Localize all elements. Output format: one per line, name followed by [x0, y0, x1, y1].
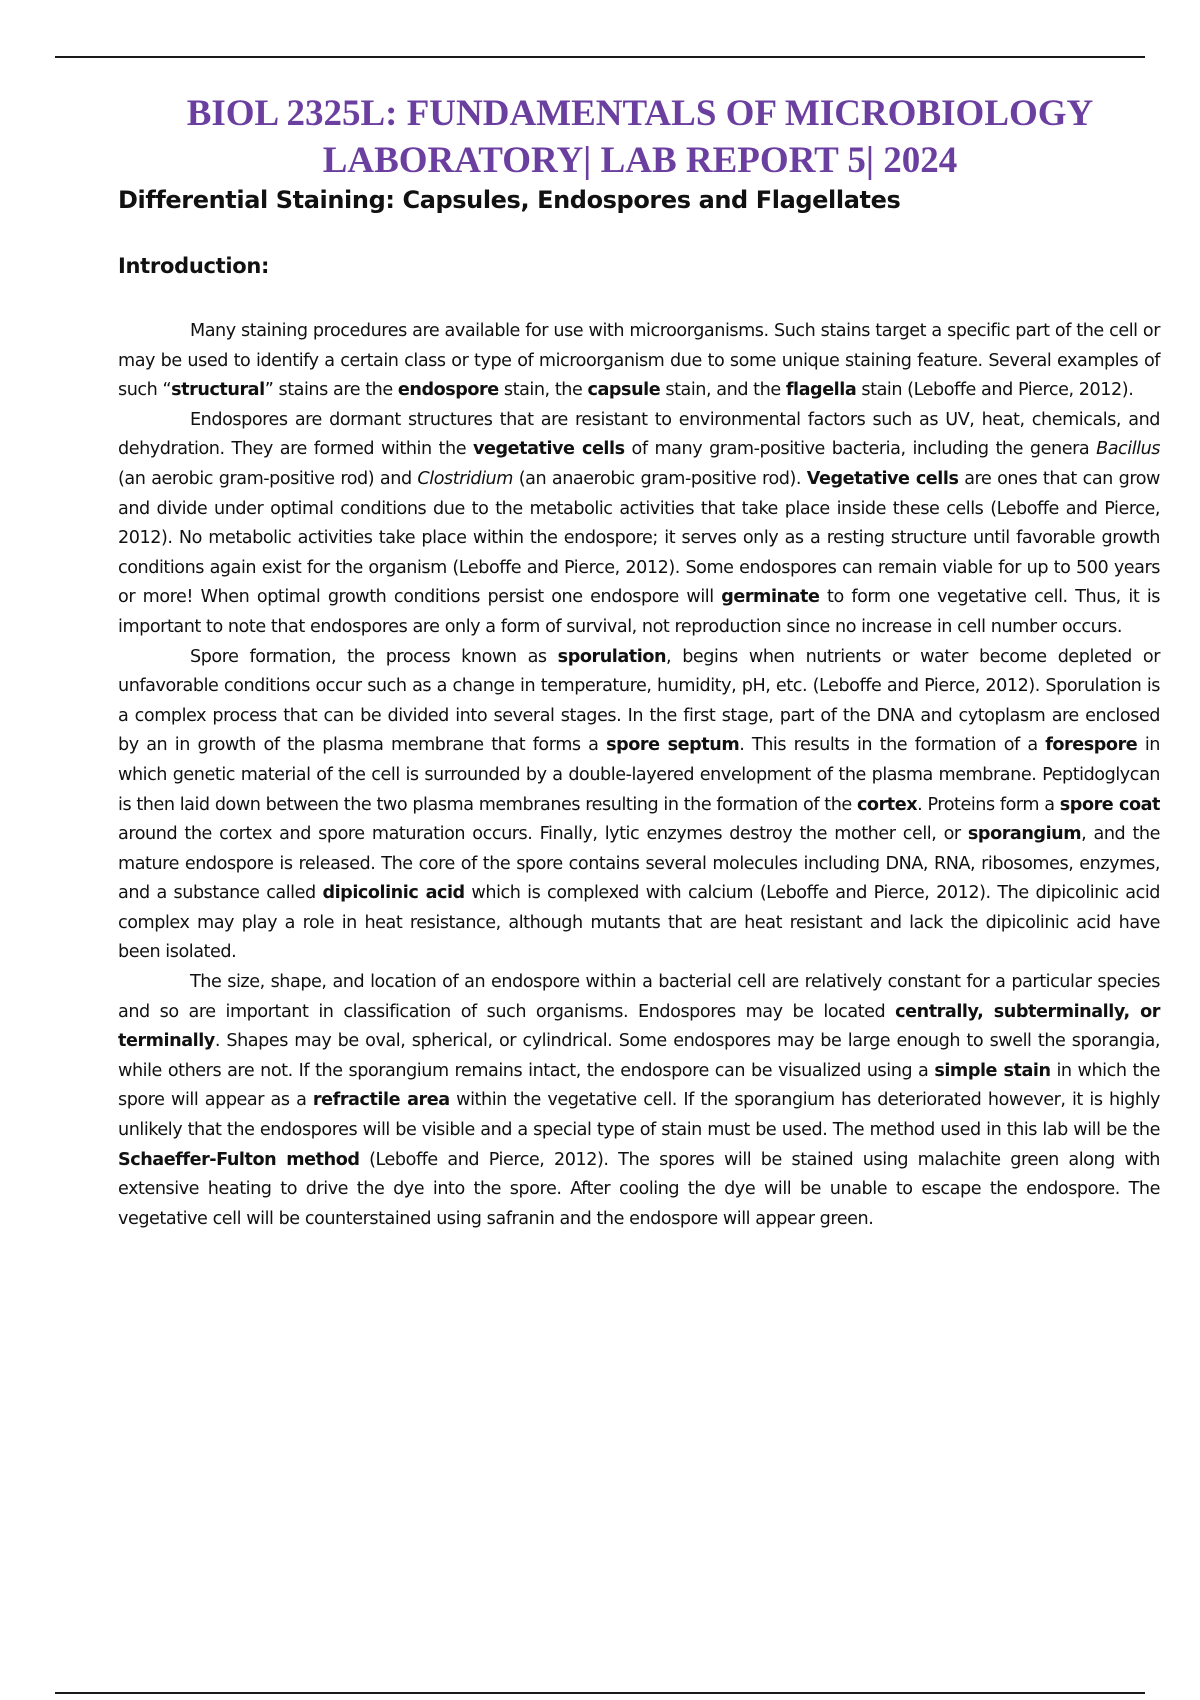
text: . Shapes may be oval, spherical, or cylindrical. Some endospores may be large enough to swell the sporangia, while others are not. If the sporangium remains intact, the endospore can be visualized using a [118, 1031, 1160, 1081]
term: spore septum [606, 735, 740, 756]
text: around the cortex and spore maturation occurs. Finally, lytic enzymes destroy the mother cell, or [118, 824, 968, 845]
term: Vegetative cells [806, 468, 959, 489]
genus-name: Bacillus [1096, 439, 1160, 460]
paragraph-3 [118, 643, 1160, 969]
text: are ones that can grow and divide under optimal conditions due to the metabolic activities that take place inside these cells (Leboffe and Pierce, 2012). No metabolic activities take place within the endospore; it serves only as a resting structure until favorable growth conditions again exist for the organism (Leboffe and Pierce, 2012). Some endospores can remain viable for up to 500 years or more! When optimal growth conditions persist one endospore will [118, 468, 1160, 608]
text: to form one vegetative cell. Thus, it is important to note that endospores are only a form of survival, not reproduction since no increase in cell number occurs. [118, 587, 1160, 637]
text: The size, shape, and location of an endospore within a bacterial cell are relatively constant for a particular species and so are important in classification of such organisms. Endospores may be located [118, 972, 1160, 1022]
paragraph-1 [118, 317, 1160, 406]
term: germinate [721, 587, 820, 608]
title-line-1: BIOL 2325L: FUNDAMENTALS OF MICROBIOLOGY [186, 93, 1094, 134]
text: which is complexed with calcium (Leboffe and Pierce, 2012). The dipicolinic acid complex may play a role in heat resistance, although mutants that are heat resistant and lack the dipicolinic acid have been isolated. [118, 883, 1161, 963]
text: stain, and the [660, 380, 786, 401]
text: Many staining procedures are available for use with microorganisms. Such stains target a specific part of the cell or may be used to identify a certain class or type of microorganism due to some unique staining feature. Several examples of such “ [118, 321, 1160, 401]
term: Schaeffer-Fulton method [118, 1149, 360, 1170]
term: cortex [856, 794, 918, 815]
term: sporangium [967, 824, 1082, 845]
paragraph-2 [118, 406, 1160, 643]
term: capsule [587, 380, 661, 401]
text: in which genetic material of the cell is surrounded by a double-layered envelopment of the plasma membrane. Peptidoglycan is then laid down between the two plasma membranes resulting in the formation of the [118, 735, 1160, 815]
text: (an anaerobic gram-positive rod). [512, 468, 807, 489]
paragraph-4 [118, 968, 1160, 1234]
text: within the vegetative cell. If the sporangium has deteriorated however, it is highly unlikely that the endospores will be visible and a special type of stain must be used. The method used in this lab will be the [118, 1090, 1161, 1141]
genus-name: Clostridium [417, 468, 513, 489]
term: sporulation [557, 646, 667, 667]
introduction-heading: Introduction: [118, 254, 270, 278]
term: vegetative cells [472, 439, 625, 460]
text: , begins when nutrients or water become depleted or unfavorable conditions occur such as a change in temperature, humidity, pH, etc. (Leboffe and Pierce, 2012). Sporulation is a complex process that can be divided into several stages. In the first stage, part of the DNA and cytoplasm are enclosed by an in growth of the plasma membrane that forms a [118, 646, 1160, 756]
text: (Leboffe and Pierce, 2012). The spores will be stained using malachite green along with extensive heating to drive the dye into the spore. After cooling the dye will be unable to escape the endospore. The vegetative cell will be counterstained using safranin and the endospore will appear green. [118, 1149, 1160, 1229]
introduction-body [118, 317, 1160, 1234]
text: stain (Leboffe and Pierce, 2012). [856, 380, 1134, 401]
text: Spore formation, the process known as [190, 646, 558, 667]
text: . This results in the formation of a [739, 735, 1046, 756]
term: flagella [785, 380, 857, 401]
document-title [80, 90, 1200, 184]
text: stain, the [498, 380, 588, 401]
top-rule [55, 56, 1145, 58]
text: , and the mature endospore is released. The core of the spore contains several molecules including DNA, RNA, ribosomes, enzymes, and a substance called [118, 824, 1160, 904]
text: Endospores are dormant structures that are resistant to environmental factors such as UV, heat, chemicals, and dehydration. They are formed within the [118, 409, 1160, 460]
term: refractile area [312, 1090, 450, 1111]
document-subtitle: Differential Staining: Capsules, Endospores and Flagellates [118, 186, 901, 214]
text: of many gram-positive bacteria, including the genera [624, 439, 1097, 460]
text: (an aerobic gram-positive rod) and [118, 468, 418, 489]
term: simple stain [934, 1060, 1051, 1081]
text: . Proteins form a [917, 794, 1060, 815]
term: spore coat [1059, 794, 1160, 815]
term: centrally, subterminally, or terminally [118, 1001, 1160, 1052]
title-line-2: LABORATORY| LAB REPORT 5| 2024 [322, 140, 958, 181]
term: structural [171, 380, 265, 401]
term: endospore [397, 380, 499, 401]
term: dipicolinic acid [322, 883, 465, 904]
text: in which the spore will appear as a [118, 1060, 1161, 1111]
bottom-rule [55, 1692, 1145, 1694]
text: ” stains are the [264, 380, 398, 401]
term: forespore [1045, 735, 1138, 756]
